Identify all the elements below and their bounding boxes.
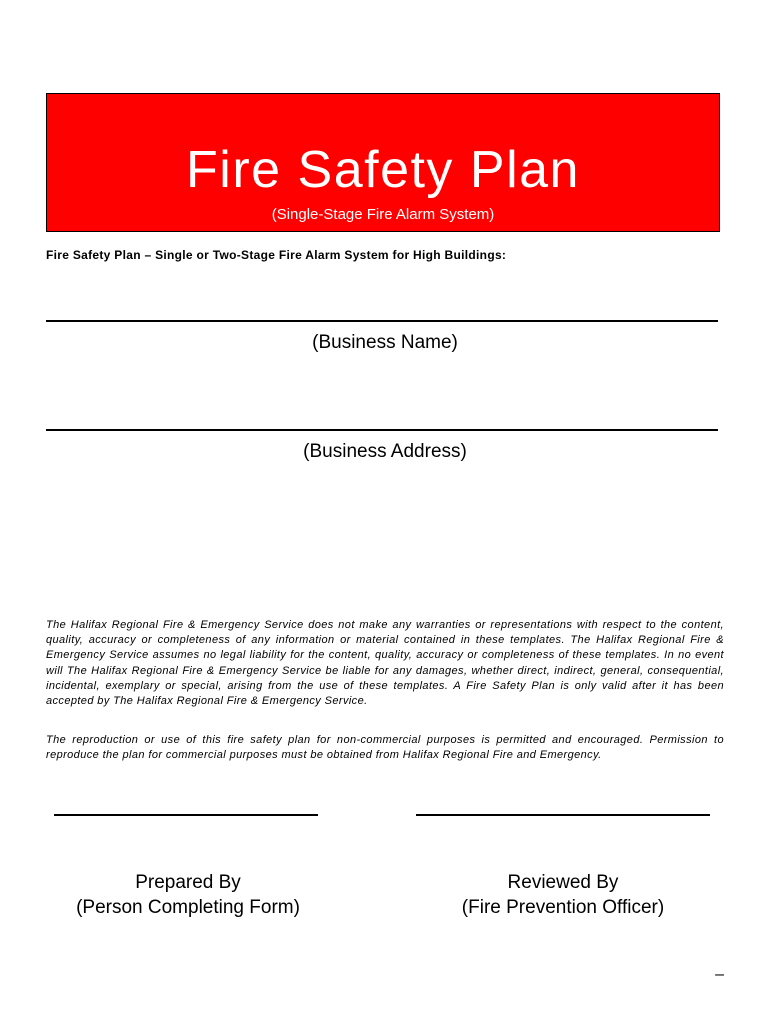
business-name-line[interactable]	[46, 320, 718, 322]
document-subtitle: (Single-Stage Fire Alarm System)	[271, 206, 495, 223]
reviewed-by-role: (Fire Prevention Officer)	[461, 897, 665, 918]
prepared-by-role: (Person Completing Form)	[76, 897, 300, 918]
reviewed-by-signature-line[interactable]	[416, 814, 710, 816]
business-name-label: (Business Name)	[312, 332, 458, 353]
prepared-by-label: Prepared By	[135, 872, 241, 893]
page-corner-mark: –	[715, 966, 724, 983]
disclaimer-paragraph: The Halifax Regional Fire & Emergency Service does not make any warranties or representations with respect to the content, quality, accuracy or completeness of any information or material contained in these templates. The Halifax Regional Fire & Emergency Service assumes no legal liability for the content, quality, accuracy or completeness of these templates. In no event will The Halifax Regional Fire & Emergency Service be liable for any damages, whether direct, indirect, general, consequential, incidental, exemplary or special, arising from the use of these templates. A Fire Safety Plan is only valid after it has been accepted by The Halifax Regional Fire & Emergency Service.	[46, 619, 724, 708]
document-title: Fire Safety Plan	[186, 141, 580, 199]
business-address-label: (Business Address)	[303, 441, 467, 462]
reviewed-by-block	[410, 870, 716, 920]
reviewed-by-label: Reviewed By	[507, 872, 619, 893]
business-address-line[interactable]	[46, 429, 718, 431]
prepared-by-block	[40, 870, 336, 920]
reproduction-notice: The reproduction or use of this fire safety plan for non-commercial purposes is permitted and encouraged. Permission to reproduce the plan for commercial purposes must be obtained from Halifax Regional Fire and Emergency.	[46, 734, 724, 762]
prepared-by-signature-line[interactable]	[54, 814, 318, 816]
title-banner	[46, 93, 720, 232]
section-heading: Fire Safety Plan – Single or Two-Stage Fire Alarm System for High Buildings:	[46, 248, 507, 262]
